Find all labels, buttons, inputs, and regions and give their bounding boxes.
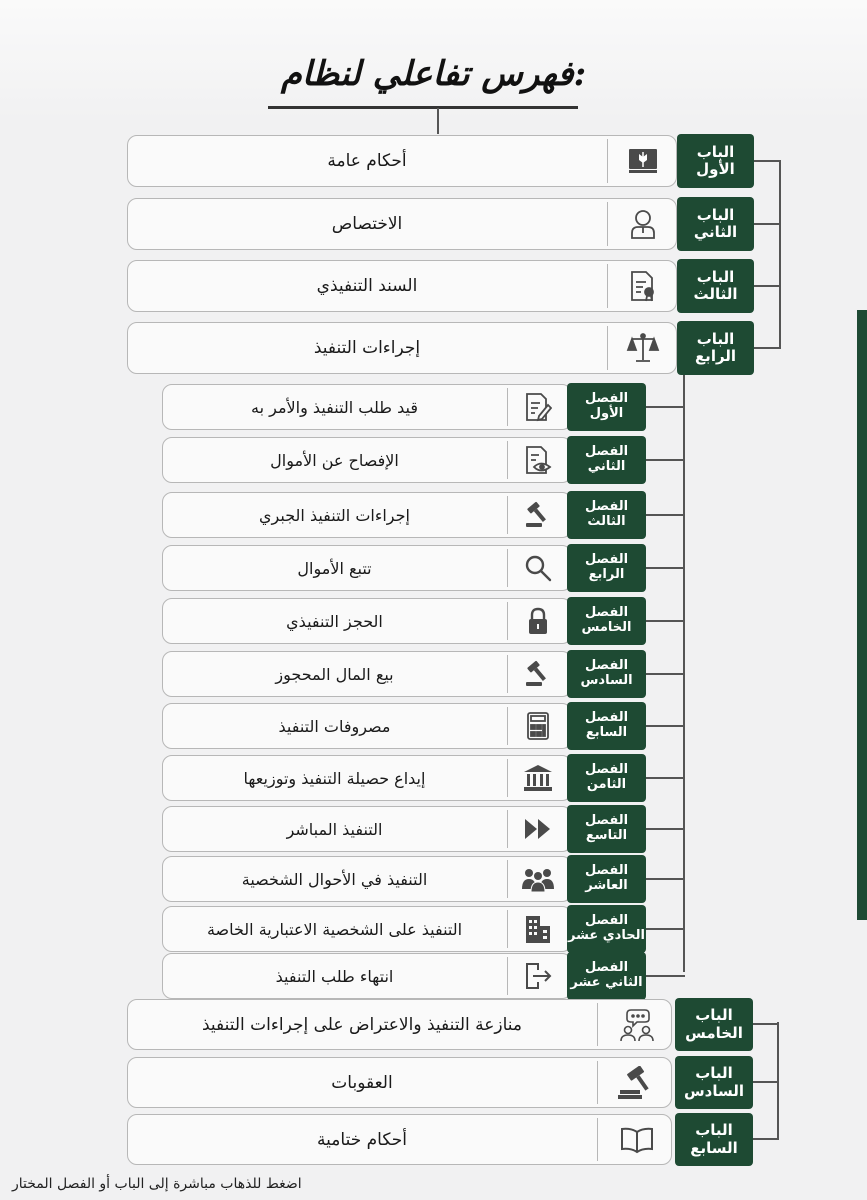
lock-icon: [507, 602, 568, 640]
tag-line1: الباب: [696, 329, 735, 348]
chapter-title: انتهاء طلب التنفيذ: [275, 966, 394, 986]
chapter-row[interactable]: [162, 703, 646, 749]
chapter-title: الإفصاح عن الأموال: [270, 450, 399, 470]
chapter-title: التنفيذ في الأحوال الشخصية: [241, 869, 428, 889]
chapter-row[interactable]: [162, 437, 646, 483]
building-icon: [507, 910, 568, 948]
dispute-chat-icon: [597, 1003, 676, 1046]
connector-stub: [754, 285, 781, 287]
section-title: السند التنفيذي: [316, 276, 418, 296]
chapter-tag[interactable]: [567, 544, 646, 592]
chapter-tag[interactable]: [567, 436, 646, 484]
chapter-row[interactable]: [162, 856, 646, 902]
chapter-title: إيداع حصيلة التنفيذ وتوزيعها: [243, 768, 426, 788]
chapter-tag[interactable]: [567, 597, 646, 645]
tag-line1: الفصل: [584, 605, 629, 621]
tag-line2: الخامس: [581, 620, 632, 635]
tag-line1: الفصل: [584, 552, 629, 568]
gavel-icon: [507, 655, 568, 693]
connector-stub: [646, 514, 685, 516]
tag-line1: الفصل: [584, 391, 629, 407]
chapter-row[interactable]: [162, 755, 646, 801]
tag-line2: الثالث: [587, 514, 626, 529]
chapter-row[interactable]: [162, 598, 646, 644]
chapter-tag[interactable]: [567, 855, 646, 903]
search-icon: [507, 549, 568, 587]
connector-sections-top: [779, 160, 781, 349]
section-row[interactable]: [127, 999, 753, 1050]
tag-line2: السادس: [580, 673, 633, 688]
connector-stub: [646, 828, 685, 830]
chapter-title: قيد طلب التنفيذ والأمر به: [251, 397, 418, 417]
side-panel-edge: [857, 310, 867, 920]
connector-stub: [753, 1138, 779, 1140]
section-row[interactable]: [127, 1114, 753, 1165]
section-title: الاختصاص: [331, 214, 403, 234]
connector-stub: [646, 567, 685, 569]
chapter-row[interactable]: [162, 545, 646, 591]
tag-line1: الباب: [695, 1064, 733, 1083]
connector-stub: [754, 347, 781, 349]
tag-line1: الفصل: [584, 960, 629, 976]
connector-stub: [646, 928, 685, 930]
section-tag[interactable]: [675, 998, 753, 1051]
connector-stub: [753, 1081, 779, 1083]
connector-stub: [646, 975, 685, 977]
tag-line2: العاشر: [585, 878, 628, 893]
page-title: فهرس تفاعلي لنظام:: [280, 54, 587, 94]
chapter-tag[interactable]: [567, 805, 646, 853]
chapter-row[interactable]: [162, 492, 646, 538]
section-row[interactable]: [127, 322, 754, 374]
tag-line1: الفصل: [584, 863, 629, 879]
section-row[interactable]: [127, 1057, 753, 1108]
certificate-document-icon: [607, 264, 678, 308]
section-row[interactable]: [127, 198, 754, 250]
tag-line2: الحادي عشر: [568, 928, 645, 943]
footer-hint: اضغط للذهاب مباشرة إلى الباب أو الفصل المختار: [12, 1176, 302, 1192]
chapter-tag[interactable]: [567, 905, 646, 953]
section-title: أحكام عامة: [327, 151, 407, 171]
scales-icon: [607, 326, 678, 370]
section-tag[interactable]: [675, 1113, 753, 1166]
connector-stub: [646, 673, 685, 675]
tag-line2: الخامس: [685, 1023, 743, 1042]
chapter-tag[interactable]: [567, 383, 646, 431]
tag-line1: الباب: [695, 1006, 733, 1025]
book-open-icon: [607, 139, 678, 183]
tag-line1: الفصل: [584, 762, 629, 778]
chapter-title: التنفيذ المباشر: [286, 819, 383, 839]
tag-line1: الباب: [696, 142, 735, 161]
chapter-title: تتبع الأموال: [297, 558, 372, 578]
tag-line1: الفصل: [584, 444, 629, 460]
section-tag[interactable]: [677, 321, 754, 375]
tag-line2: السادس: [683, 1081, 745, 1100]
tag-line2: الأول: [696, 160, 735, 178]
chapter-tag[interactable]: [567, 491, 646, 539]
tag-line2: السابع: [585, 725, 628, 740]
chapter-row[interactable]: [162, 651, 646, 697]
exit-door-icon: [507, 957, 568, 995]
section-title: العقوبات: [331, 1072, 393, 1093]
connector-stub: [646, 406, 685, 408]
section-tag[interactable]: [677, 259, 754, 313]
section-title: أحكام ختامية: [317, 1129, 407, 1150]
tag-line1: الفصل: [584, 499, 629, 515]
tag-line2: السابع: [690, 1138, 738, 1157]
tag-line1: الباب: [695, 1121, 733, 1140]
user-icon: [607, 202, 678, 246]
bank-icon: [507, 759, 568, 797]
tag-line2: الثاني: [587, 459, 626, 474]
tag-line2: الرابع: [694, 347, 737, 365]
chapter-title: الحجز التنفيذي: [286, 611, 383, 631]
tag-line1: الفصل: [584, 658, 629, 674]
section-row[interactable]: [127, 260, 754, 312]
document-eye-icon: [507, 441, 568, 479]
tag-line1: الباب: [696, 267, 735, 286]
section-tag[interactable]: [675, 1056, 753, 1109]
connector-stub: [646, 459, 685, 461]
connector-stub: [754, 160, 781, 162]
document-edit-icon: [507, 388, 568, 426]
section-title: منازعة التنفيذ والاعتراض على إجراءات التنفيذ: [201, 1014, 523, 1035]
chapter-title: مصروفات التنفيذ: [278, 716, 391, 736]
section-tag[interactable]: [677, 134, 754, 188]
section-title: إجراءات التنفيذ: [313, 338, 421, 358]
chapter-row[interactable]: [162, 906, 646, 952]
fast-forward-icon: [507, 810, 568, 848]
tag-line2: الثاني: [693, 223, 738, 241]
tag-line2: الثالث: [693, 285, 738, 303]
connector-stub: [646, 777, 685, 779]
chapter-tag[interactable]: [567, 952, 646, 1000]
connector-stub: [753, 1023, 779, 1025]
tag-line1: الفصل: [584, 813, 629, 829]
chapter-tag[interactable]: [567, 754, 646, 802]
chapter-row[interactable]: [162, 806, 646, 852]
chapter-tag[interactable]: [567, 702, 646, 750]
calculator-icon: [507, 707, 568, 745]
connector-stub: [646, 878, 685, 880]
tag-line2: الثاني عشر: [570, 975, 643, 990]
tag-line2: التاسع: [585, 828, 628, 843]
chapter-title: بيع المال المحجوز: [275, 664, 394, 684]
tag-line2: الثامن: [586, 777, 627, 792]
book-outline-icon: [597, 1118, 676, 1161]
family-icon: [507, 860, 568, 898]
connector-stub: [754, 223, 781, 225]
chapter-row[interactable]: [162, 384, 646, 430]
chapter-title: إجراءات التنفيذ الجبري: [259, 505, 410, 525]
gavel-block-icon: [597, 1061, 676, 1104]
tag-line2: الرابع: [588, 567, 625, 582]
section-tag[interactable]: [677, 197, 754, 251]
tag-line1: الباب: [696, 205, 735, 224]
connector-title: [437, 108, 439, 134]
chapter-row[interactable]: [162, 953, 646, 999]
section-row[interactable]: [127, 135, 754, 187]
chapter-tag[interactable]: [567, 650, 646, 698]
tag-line1: الفصل: [584, 710, 629, 726]
title-underline: [268, 106, 578, 109]
connector-stub: [646, 620, 685, 622]
tag-line2: الأول: [589, 406, 624, 421]
chapter-title: التنفيذ على الشخصية الاعتبارية الخاصة: [206, 919, 463, 939]
tag-line1: الفصل: [584, 913, 629, 929]
connector-stub: [646, 725, 685, 727]
gavel-icon: [507, 496, 568, 534]
